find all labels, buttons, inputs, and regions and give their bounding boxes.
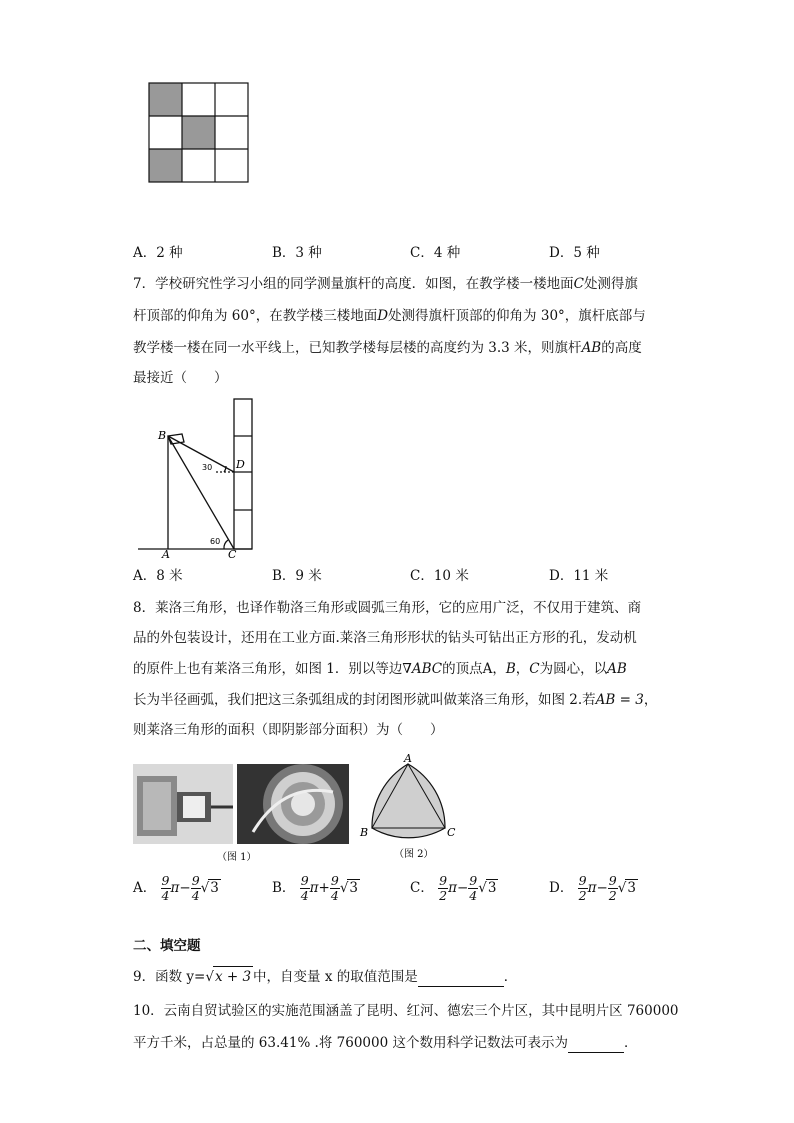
q7-option-c[interactable]: C．10 米	[410, 568, 469, 584]
q7-label-c: C	[228, 548, 237, 558]
q7-label-d: D	[236, 458, 245, 471]
q7-flagpole-figure	[138, 396, 260, 558]
grid-cell-shaded	[182, 116, 215, 149]
q8-line-1: 8．莱洛三角形，也译作勒洛三角形或圆弧三角形，它的应用广泛，不仅用于建筑、商	[133, 600, 642, 616]
q7-option-d[interactable]: D．11 米	[549, 568, 609, 584]
q8-figure-1	[133, 762, 351, 866]
q7-angle-60: 60	[210, 537, 221, 546]
q8-fig2-label-a: A	[404, 752, 412, 765]
q7-option-b[interactable]: B．9 米	[272, 568, 322, 584]
q8-fig2-caption: （图 2）	[394, 849, 434, 860]
q6-option-a[interactable]: A．2 种	[133, 245, 183, 261]
q8-line-2: 品的外包装设计，还用在工业方面.莱洛三角形形状的钻头可钻出正方形的孔，发动机	[133, 630, 637, 646]
q7-line-3: 教学楼一楼在同一水平线上，已知教学楼每层楼的高度约为 3.3 米，则旗杆AB的高度	[133, 340, 642, 356]
q10-answer-blank[interactable]	[568, 1036, 624, 1053]
q8-option-d[interactable]: D． $\frac{9}{2}$ π− $\frac{9}{2}$ √3	[549, 873, 636, 903]
q8-fig1-caption: （图 1）	[217, 852, 257, 863]
q7-line-4: 最接近（ ）	[133, 370, 228, 386]
q10-line-2: 平方千米，占总量的 63.41% .将 760000 这个数用科学记数法可表示为 ．	[133, 1035, 638, 1051]
q10-line-1: 10．云南自贸试验区的实施范围涵盖了昆明、红河、德宏三个片区，其中昆明片区 760000	[133, 1003, 679, 1019]
q8-fig2-label-c: C	[447, 826, 456, 839]
q7-line-2: 杆顶部的仰角为 60°，在教学楼三楼地面D处测得旗杆顶部的仰角为 30°，旗杆底部与	[133, 308, 646, 324]
q8-option-c[interactable]: C． $\frac{9}{2}$ π− $\frac{9}{4}$ √3	[410, 873, 497, 903]
q6-option-b[interactable]: B．3 种	[272, 245, 322, 261]
q8-option-a[interactable]: A． $\frac{9}{4}$ π− $\frac{9}{4}$ √3	[133, 873, 219, 903]
q7-line-1: 7．学校研究性学习小组的同学测量旗杆的高度．如图，在教学楼一楼地面C处测得旗	[133, 276, 638, 292]
q9-answer-blank[interactable]	[418, 970, 504, 987]
grid-cell-shaded	[149, 83, 182, 116]
grid-cell-shaded	[149, 149, 182, 182]
q7-label-b: B	[158, 429, 167, 442]
q6-grid-figure	[148, 82, 249, 183]
q9-line: 9．函数 y=√x + 3 中，自变量 x 的取值范围是 ．	[133, 966, 517, 987]
q7-label-a: A	[162, 548, 170, 558]
q8-figure-2	[356, 752, 466, 862]
q7-angle-30: 30	[202, 463, 213, 472]
q6-option-d[interactable]: D．5 种	[549, 245, 600, 261]
q7-option-a[interactable]: A．8 米	[133, 568, 183, 584]
q8-option-b[interactable]: B． $\frac{9}{4}$ π+ $\frac{9}{4}$ √3	[272, 873, 359, 903]
q8-line-3: 的原件上也有莱洛三角形，如图 1．别以等边∇ABC的顶点A，B，C为圆心，以AB	[133, 661, 627, 677]
q8-line-4: 长为半径画弧，我们把这三条弧组成的封闭图形就叫做莱洛三角形，如图 2.若AB = 3，	[133, 692, 658, 708]
q8-fig2-label-b: B	[360, 826, 369, 839]
q8-line-5: 则莱洛三角形的面积（即阴影部分面积）为（ ）	[133, 722, 444, 738]
q6-option-c[interactable]: C．4 种	[410, 245, 461, 261]
section-2-heading: 二、填空题	[133, 938, 201, 954]
